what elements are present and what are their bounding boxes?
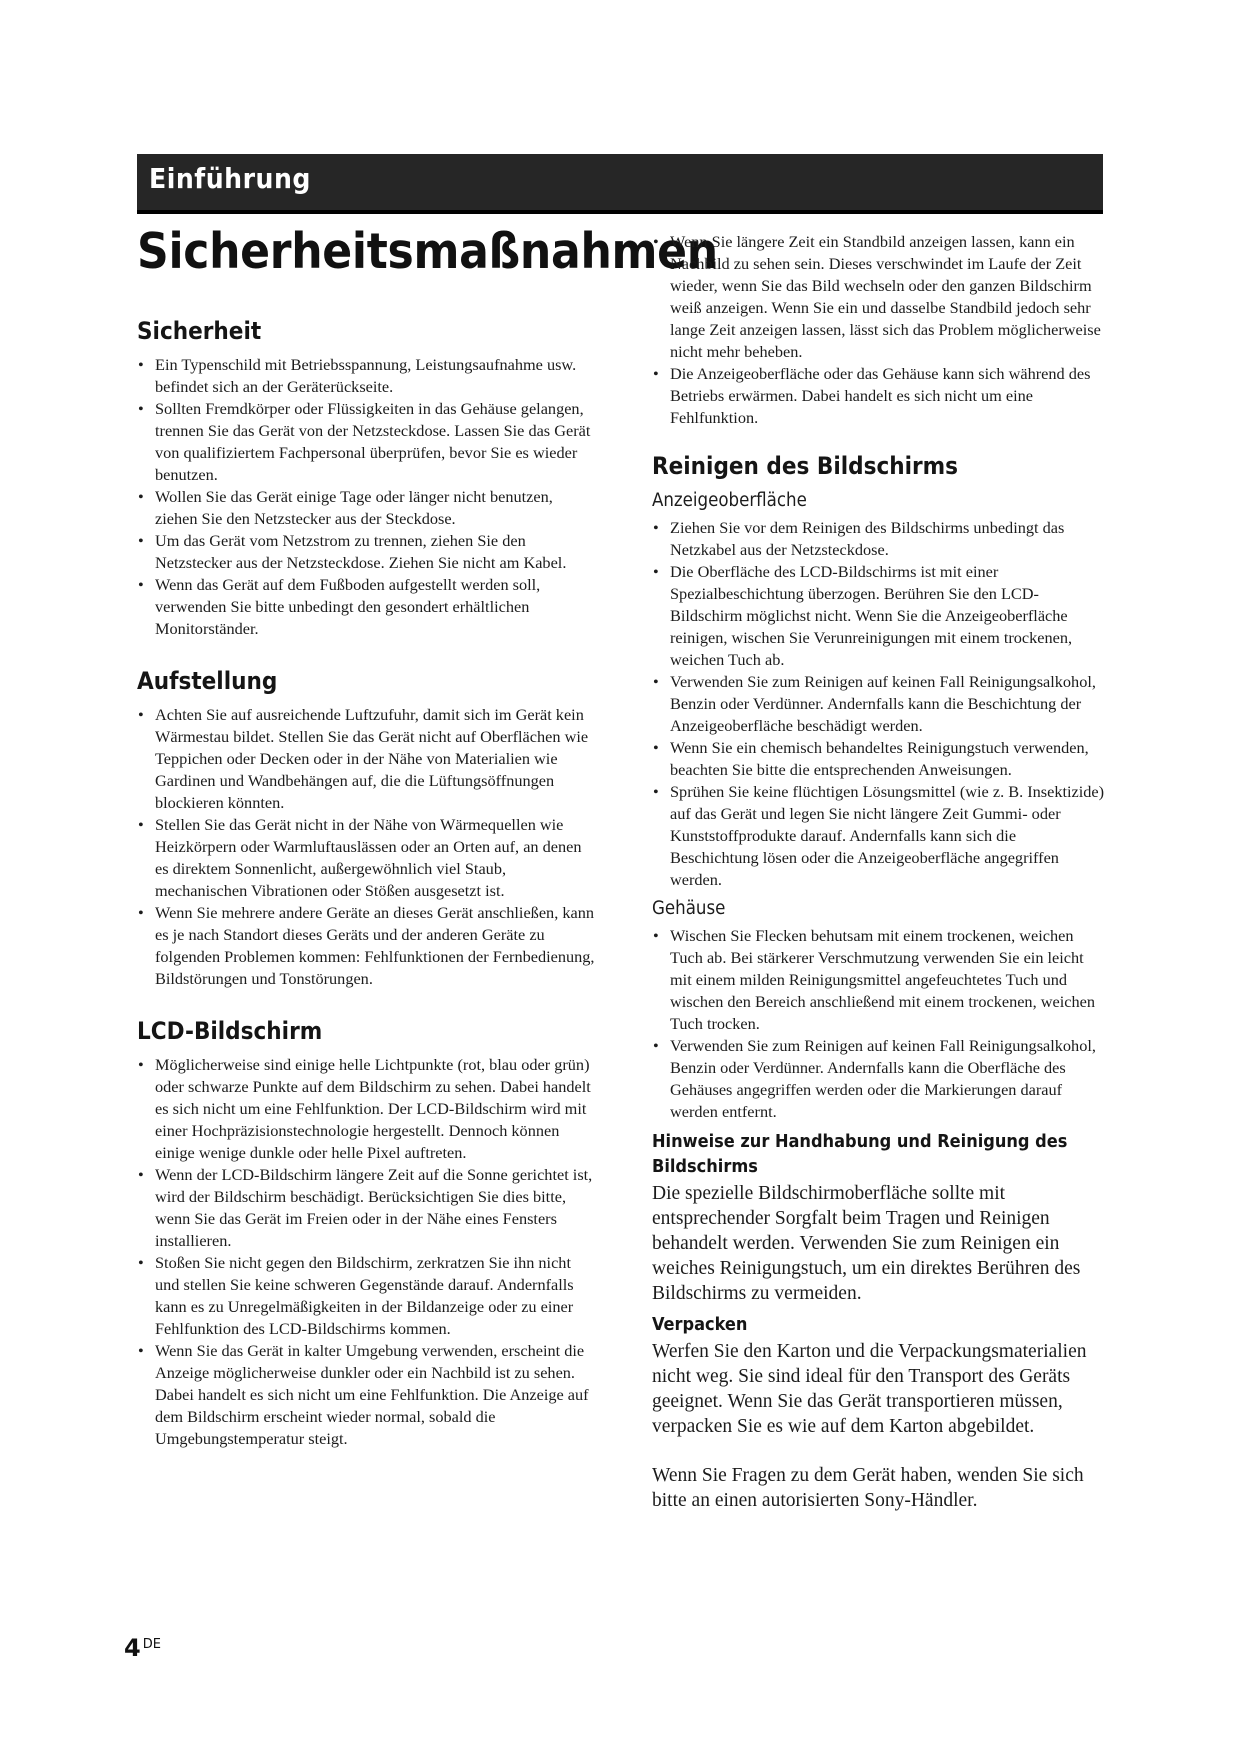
heading-sicherheit: Sicherheit	[137, 317, 262, 345]
subsection-gehaeuse	[652, 897, 1108, 1123]
list-item: • Die Anzeigeoberfläche oder das Gehäuse kann sich während des Betriebs erwärmen. Dabei handelt es sich nicht um eine Fehlfunktion.	[652, 363, 1108, 429]
subheading-gehaeuse: Gehäuse	[652, 898, 726, 919]
section-header-bar	[137, 154, 1103, 214]
list-item: • Um das Gerät vom Netzstrom zu trennen, ziehen Sie den Netzstecker aus der Netzsteckdose. Ziehen Sie nicht am Kabel.	[137, 530, 595, 574]
list-aufstellung	[137, 704, 595, 990]
list-item: • Stoßen Sie nicht gegen den Bildschirm, zerkratzen Sie ihn nicht und stellen Sie keine schweren Gegenstände darauf. Andernfalls kann es zu Unregelmäßigkeiten in der Bildanzeige oder zu einer Fehlfunktion des LCD-Bildschirms kommen.	[137, 1252, 595, 1340]
section-reinigen	[652, 451, 1108, 1513]
subsection-verpacken	[652, 1312, 1108, 1439]
right-column	[652, 231, 1108, 1535]
heading-lcd-bildschirm: LCD-Bildschirm	[137, 1017, 323, 1045]
section-sicherheit	[137, 316, 595, 640]
page-number-value: 4	[124, 1634, 141, 1662]
list-item: • Wenn Sie mehrere andere Geräte an dieses Gerät anschließen, kann es je nach Standort dieses Geräts und der anderen Geräte zu folgenden Problemen kommen: Fehlfunktionen der Fernbedienung, Bildstörungen und Tonstörungen.	[137, 902, 595, 990]
list-item: • Sprühen Sie keine flüchtigen Lösungsmittel (wie z. B. Insektizide) auf das Gerät und legen Sie nicht längere Zeit Gummi- oder Kunststoffprodukte darauf. Andernfalls kann sich die Beschichtung lösen oder die Anzeigeoberfläche angegriffen werden.	[652, 781, 1108, 891]
section-aufstellung	[137, 666, 595, 990]
page-number	[124, 1634, 161, 1662]
section-header-label: Einführung	[149, 162, 311, 195]
page-title: Sicherheitsmaßnahmen	[137, 223, 718, 280]
closing-note: Wenn Sie Fragen zu dem Gerät haben, wenden Sie sich bitte an einen autorisierten Sony-Händler.	[652, 1465, 1084, 1511]
heading-hinweise: Hinweise zur Handhabung und Reinigung des Bildschirms	[652, 1131, 1068, 1177]
list-item: • Ziehen Sie vor dem Reinigen des Bildschirms unbedingt das Netzkabel aus der Netzsteckdose.	[652, 517, 1108, 561]
list-anzeigeoberflaeche	[652, 517, 1108, 891]
heading-verpacken: Verpacken	[652, 1314, 748, 1335]
section-lcd-bildschirm	[137, 1016, 595, 1450]
list-item: • Stellen Sie das Gerät nicht in der Nähe von Wärmequellen wie Heizkörpern oder Warmluftauslässen oder an Orten auf, an denen es direktem Sonnenlicht, außergewöhnlich viel Staub, mechanischen Vibrationen oder Stößen ausgesetzt ist.	[137, 814, 595, 902]
text-hinweise: Die spezielle Bildschirmoberfläche sollte mit entsprechender Sorgfalt beim Tragen und Reinigen behandelt werden. Verwenden Sie zum Reinigen ein weiches Reinigungstuch, um ein direktes Berühren des Bildschirms zu vermeiden.	[652, 1183, 1081, 1304]
list-item: • Wenn Sie ein chemisch behandeltes Reinigungstuch verwenden, beachten Sie bitte die entsprechenden Anweisungen.	[652, 737, 1108, 781]
list-item: • Sollten Fremdkörper oder Flüssigkeiten in das Gehäuse gelangen, trennen Sie das Gerät von der Netzsteckdose. Lassen Sie das Gerät von qualifiziertem Fachpersonal überprüfen, bevor Sie es wieder benutzen.	[137, 398, 595, 486]
text-verpacken: Werfen Sie den Karton und die Verpackungsmaterialien nicht weg. Sie sind ideal für den Transport des Geräts geeignet. Wenn Sie das Gerät transportieren müssen, verpacken Sie es wie auf dem Karton abgebildet.	[652, 1341, 1087, 1437]
page-language-code: DE	[142, 1637, 161, 1652]
list-item: • Wenn Sie längere Zeit ein Standbild anzeigen lassen, kann ein Nachbild zu sehen sein. Dieses verschwindet im Laufe der Zeit wieder, wenn Sie das Bild wechseln oder den ganzen Bildschirm weiß anzeigen. Wenn Sie ein und dasselbe Standbild jedoch sehr lange Zeit anzeigen lassen, lässt sich das Problem möglicherweise nicht mehr beheben.	[652, 231, 1108, 363]
list-item: • Achten Sie auf ausreichende Luftzufuhr, damit sich im Gerät kein Wärmestau bildet. Stellen Sie das Gerät nicht auf Oberflächen wie Teppichen oder Decken oder in der Nähe von Materialien wie Gardinen und Wandbehängen auf, die die Lüftungsöffnungen blockieren könnten.	[137, 704, 595, 814]
subsection-anzeigeoberflaeche	[652, 489, 1108, 891]
list-item: • Möglicherweise sind einige helle Lichtpunkte (rot, blau oder grün) oder schwarze Punkte auf dem Bildschirm zu sehen. Dabei handelt es sich nicht um eine Fehlfunktion. Der LCD-Bildschirm wird mit einer Hochpräzisionstechnologie hergestellt. Dennoch können einige wenige dunkle oder helle Pixel auftreten.	[137, 1054, 595, 1164]
list-item: • Wenn das Gerät auf dem Fußboden aufgestellt werden soll, verwenden Sie bitte unbedingt den gesondert erhältlichen Monitorständer.	[137, 574, 595, 640]
list-item: • Wischen Sie Flecken behutsam mit einem trockenen, weichen Tuch ab. Bei stärkerer Verschmutzung verwenden Sie ein leicht mit einem milden Reinigungsmittel angefeuchtetes Tuch und wischen den Bereich anschließend mit einem trockenen, weichen Tuch trocken.	[652, 925, 1108, 1035]
list-item: • Verwenden Sie zum Reinigen auf keinen Fall Reinigungsalkohol, Benzin oder Verdünner. Andernfalls kann die Oberfläche des Gehäuses angegriffen werden oder die Markierungen darauf werden entfernt.	[652, 1035, 1108, 1123]
list-item: • Verwenden Sie zum Reinigen auf keinen Fall Reinigungsalkohol, Benzin oder Verdünner. Andernfalls kann die Beschichtung der Anzeigeoberfläche beschädigt werden.	[652, 671, 1108, 737]
heading-aufstellung: Aufstellung	[137, 667, 278, 695]
list-item: • Wollen Sie das Gerät einige Tage oder länger nicht benutzen, ziehen Sie den Netzstecker aus der Steckdose.	[137, 486, 595, 530]
list-item: • Wenn der LCD-Bildschirm längere Zeit auf die Sonne gerichtet ist, wird der Bildschirm beschädigt. Berücksichtigen Sie dies bitte, wenn Sie das Gerät im Freien oder in der Nähe eines Fensters installieren.	[137, 1164, 595, 1252]
list-item: • Ein Typenschild mit Betriebsspannung, Leistungsaufnahme usw. befindet sich an der Geräterückseite.	[137, 354, 595, 398]
section-lcd-continued	[652, 231, 1108, 429]
list-sicherheit	[137, 354, 595, 640]
subsection-hinweise	[652, 1129, 1108, 1306]
list-lcd-bildschirm	[137, 1054, 595, 1450]
list-lcd-continued	[652, 231, 1108, 429]
list-gehaeuse	[652, 925, 1108, 1123]
subheading-anzeigeoberflaeche: Anzeigeoberfläche	[652, 490, 807, 511]
list-item: • Wenn Sie das Gerät in kalter Umgebung verwenden, erscheint die Anzeige möglicherweise dunkler oder ein Nachbild ist zu sehen. Dabei handelt es sich nicht um eine Fehlfunktion. Die Anzeige auf dem Bildschirm erscheint wieder normal, sobald die Umgebungstemperatur steigt.	[137, 1340, 595, 1450]
list-item: • Die Oberfläche des LCD-Bildschirms ist mit einer Spezialbeschichtung überzogen. Berühren Sie den LCD-Bildschirm möglichst nicht. Wenn Sie die Anzeigeoberfläche reinigen, wischen Sie Verunreinigungen mit einem trockenen, weichen Tuch ab.	[652, 561, 1108, 671]
heading-reinigen: Reinigen des Bildschirms	[652, 452, 959, 480]
